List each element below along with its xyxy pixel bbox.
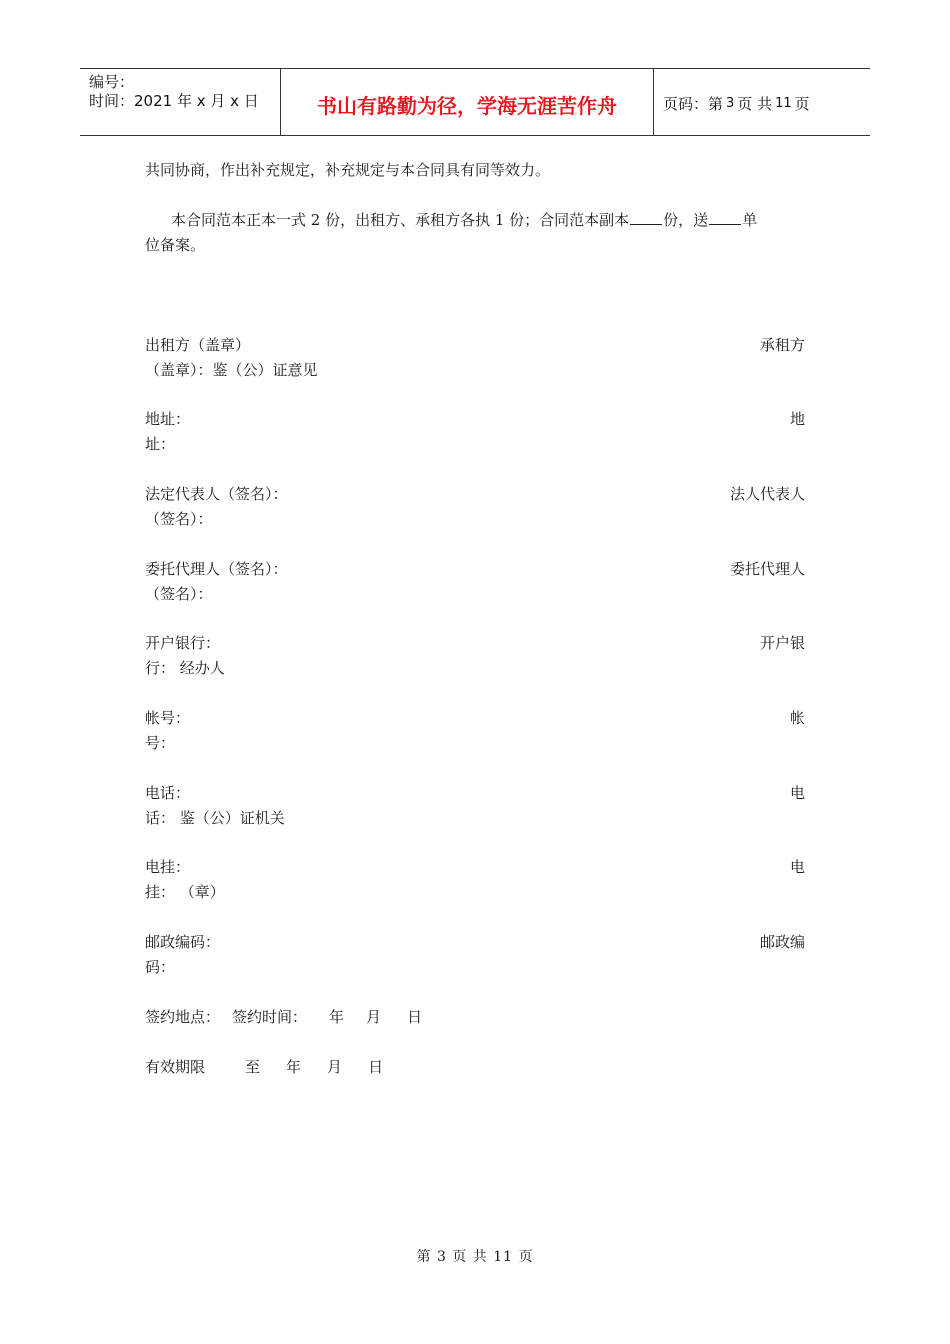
sig-cont: 行： 经办人 bbox=[145, 659, 225, 677]
header-motto: 书山有路勤为径，学海无涯苦作舟 bbox=[281, 69, 654, 135]
sig-right: 邮政编 bbox=[759, 933, 805, 951]
validity-row bbox=[145, 1055, 805, 1080]
signing-month-label: 月 bbox=[366, 1008, 382, 1026]
sig-left: 邮政编码： bbox=[145, 933, 221, 951]
signing-time-label: 签约时间： bbox=[232, 1008, 308, 1026]
copies-text-d: 位备案。 bbox=[145, 236, 206, 254]
sig-row-party bbox=[145, 333, 805, 383]
sig-cont: （签名）： bbox=[145, 510, 213, 528]
sig-left: 地址： bbox=[145, 410, 191, 428]
page-prefix: 页码：第 bbox=[663, 94, 724, 113]
sig-right: 电 bbox=[789, 858, 805, 876]
sig-row-legal-rep bbox=[145, 482, 805, 532]
sig-right: 承租方 bbox=[759, 336, 805, 354]
page-footer: 第 3 页 共 11 页 bbox=[416, 1249, 534, 1265]
sig-row-phone bbox=[145, 781, 805, 831]
validity-label: 有效期限 bbox=[145, 1058, 206, 1076]
sig-cont: （盖章）：鉴（公）证意见 bbox=[145, 361, 318, 379]
sig-cont: 码： bbox=[145, 958, 176, 976]
sig-right: 电 bbox=[789, 784, 805, 802]
page-header bbox=[80, 68, 870, 136]
sig-left: 出租方（盖章） bbox=[145, 336, 251, 354]
sig-cont: 号： bbox=[145, 734, 176, 752]
signing-place-label: 签约地点： bbox=[145, 1008, 221, 1026]
paragraph-copies bbox=[145, 208, 805, 258]
sig-left: 法定代表人（签名）： bbox=[145, 485, 288, 503]
sig-right: 地 bbox=[789, 410, 805, 428]
paragraph-supplement: 共同协商，作出补充规定，补充规定与本合同具有同等效力。 bbox=[145, 161, 551, 179]
header-meta bbox=[80, 69, 281, 135]
copies-text-c: 单 bbox=[742, 211, 758, 229]
sig-row-cable bbox=[145, 855, 805, 905]
sig-cont: 话： 鉴（公）证机关 bbox=[145, 809, 285, 827]
sig-row-bank bbox=[145, 631, 805, 681]
sig-left: 委托代理人（签名）： bbox=[145, 560, 288, 578]
sig-cont: 挂： （章） bbox=[145, 883, 225, 901]
page-current: 3 bbox=[726, 95, 735, 111]
signing-day-label: 日 bbox=[407, 1008, 423, 1026]
copies-text-a: 本合同范本正本一式 2 份，出租方、承租方各执 1 份；合同范本副本 bbox=[171, 211, 630, 229]
sig-left: 开户银行： bbox=[145, 634, 221, 652]
page-suffix: 页 bbox=[794, 94, 810, 113]
document-time-label: 时间：2021 年 x 月 x 日 bbox=[89, 92, 259, 110]
sig-left: 电挂： bbox=[145, 858, 191, 876]
header-page-info bbox=[654, 69, 870, 135]
sig-right: 帐 bbox=[789, 709, 805, 727]
sig-row-account bbox=[145, 706, 805, 756]
validity-day-label: 日 bbox=[368, 1058, 384, 1076]
signing-year-label: 年 bbox=[329, 1008, 345, 1026]
copies-blank-count[interactable] bbox=[630, 210, 662, 225]
sig-cont: （签名）： bbox=[145, 585, 213, 603]
validity-to-label: 至 bbox=[245, 1058, 261, 1076]
validity-month-label: 月 bbox=[327, 1058, 343, 1076]
copies-text-b: 份，送 bbox=[663, 211, 709, 229]
signing-row bbox=[145, 1005, 805, 1030]
sig-cont: 址： bbox=[145, 435, 176, 453]
validity-year-label: 年 bbox=[286, 1058, 302, 1076]
sig-row-address bbox=[145, 407, 805, 457]
sig-left: 帐号： bbox=[145, 709, 191, 727]
sig-right: 法人代表人 bbox=[729, 485, 805, 503]
document-number-label: 编号： bbox=[89, 73, 135, 91]
sig-right: 委托代理人 bbox=[729, 560, 805, 578]
copies-blank-unit[interactable] bbox=[709, 210, 741, 225]
page-mid: 页 共 bbox=[737, 94, 773, 113]
sig-right: 开户银 bbox=[759, 634, 805, 652]
sig-row-postcode bbox=[145, 930, 805, 980]
sig-row-agent bbox=[145, 557, 805, 607]
page-total: 11 bbox=[775, 95, 792, 111]
sig-left: 电话： bbox=[145, 784, 191, 802]
